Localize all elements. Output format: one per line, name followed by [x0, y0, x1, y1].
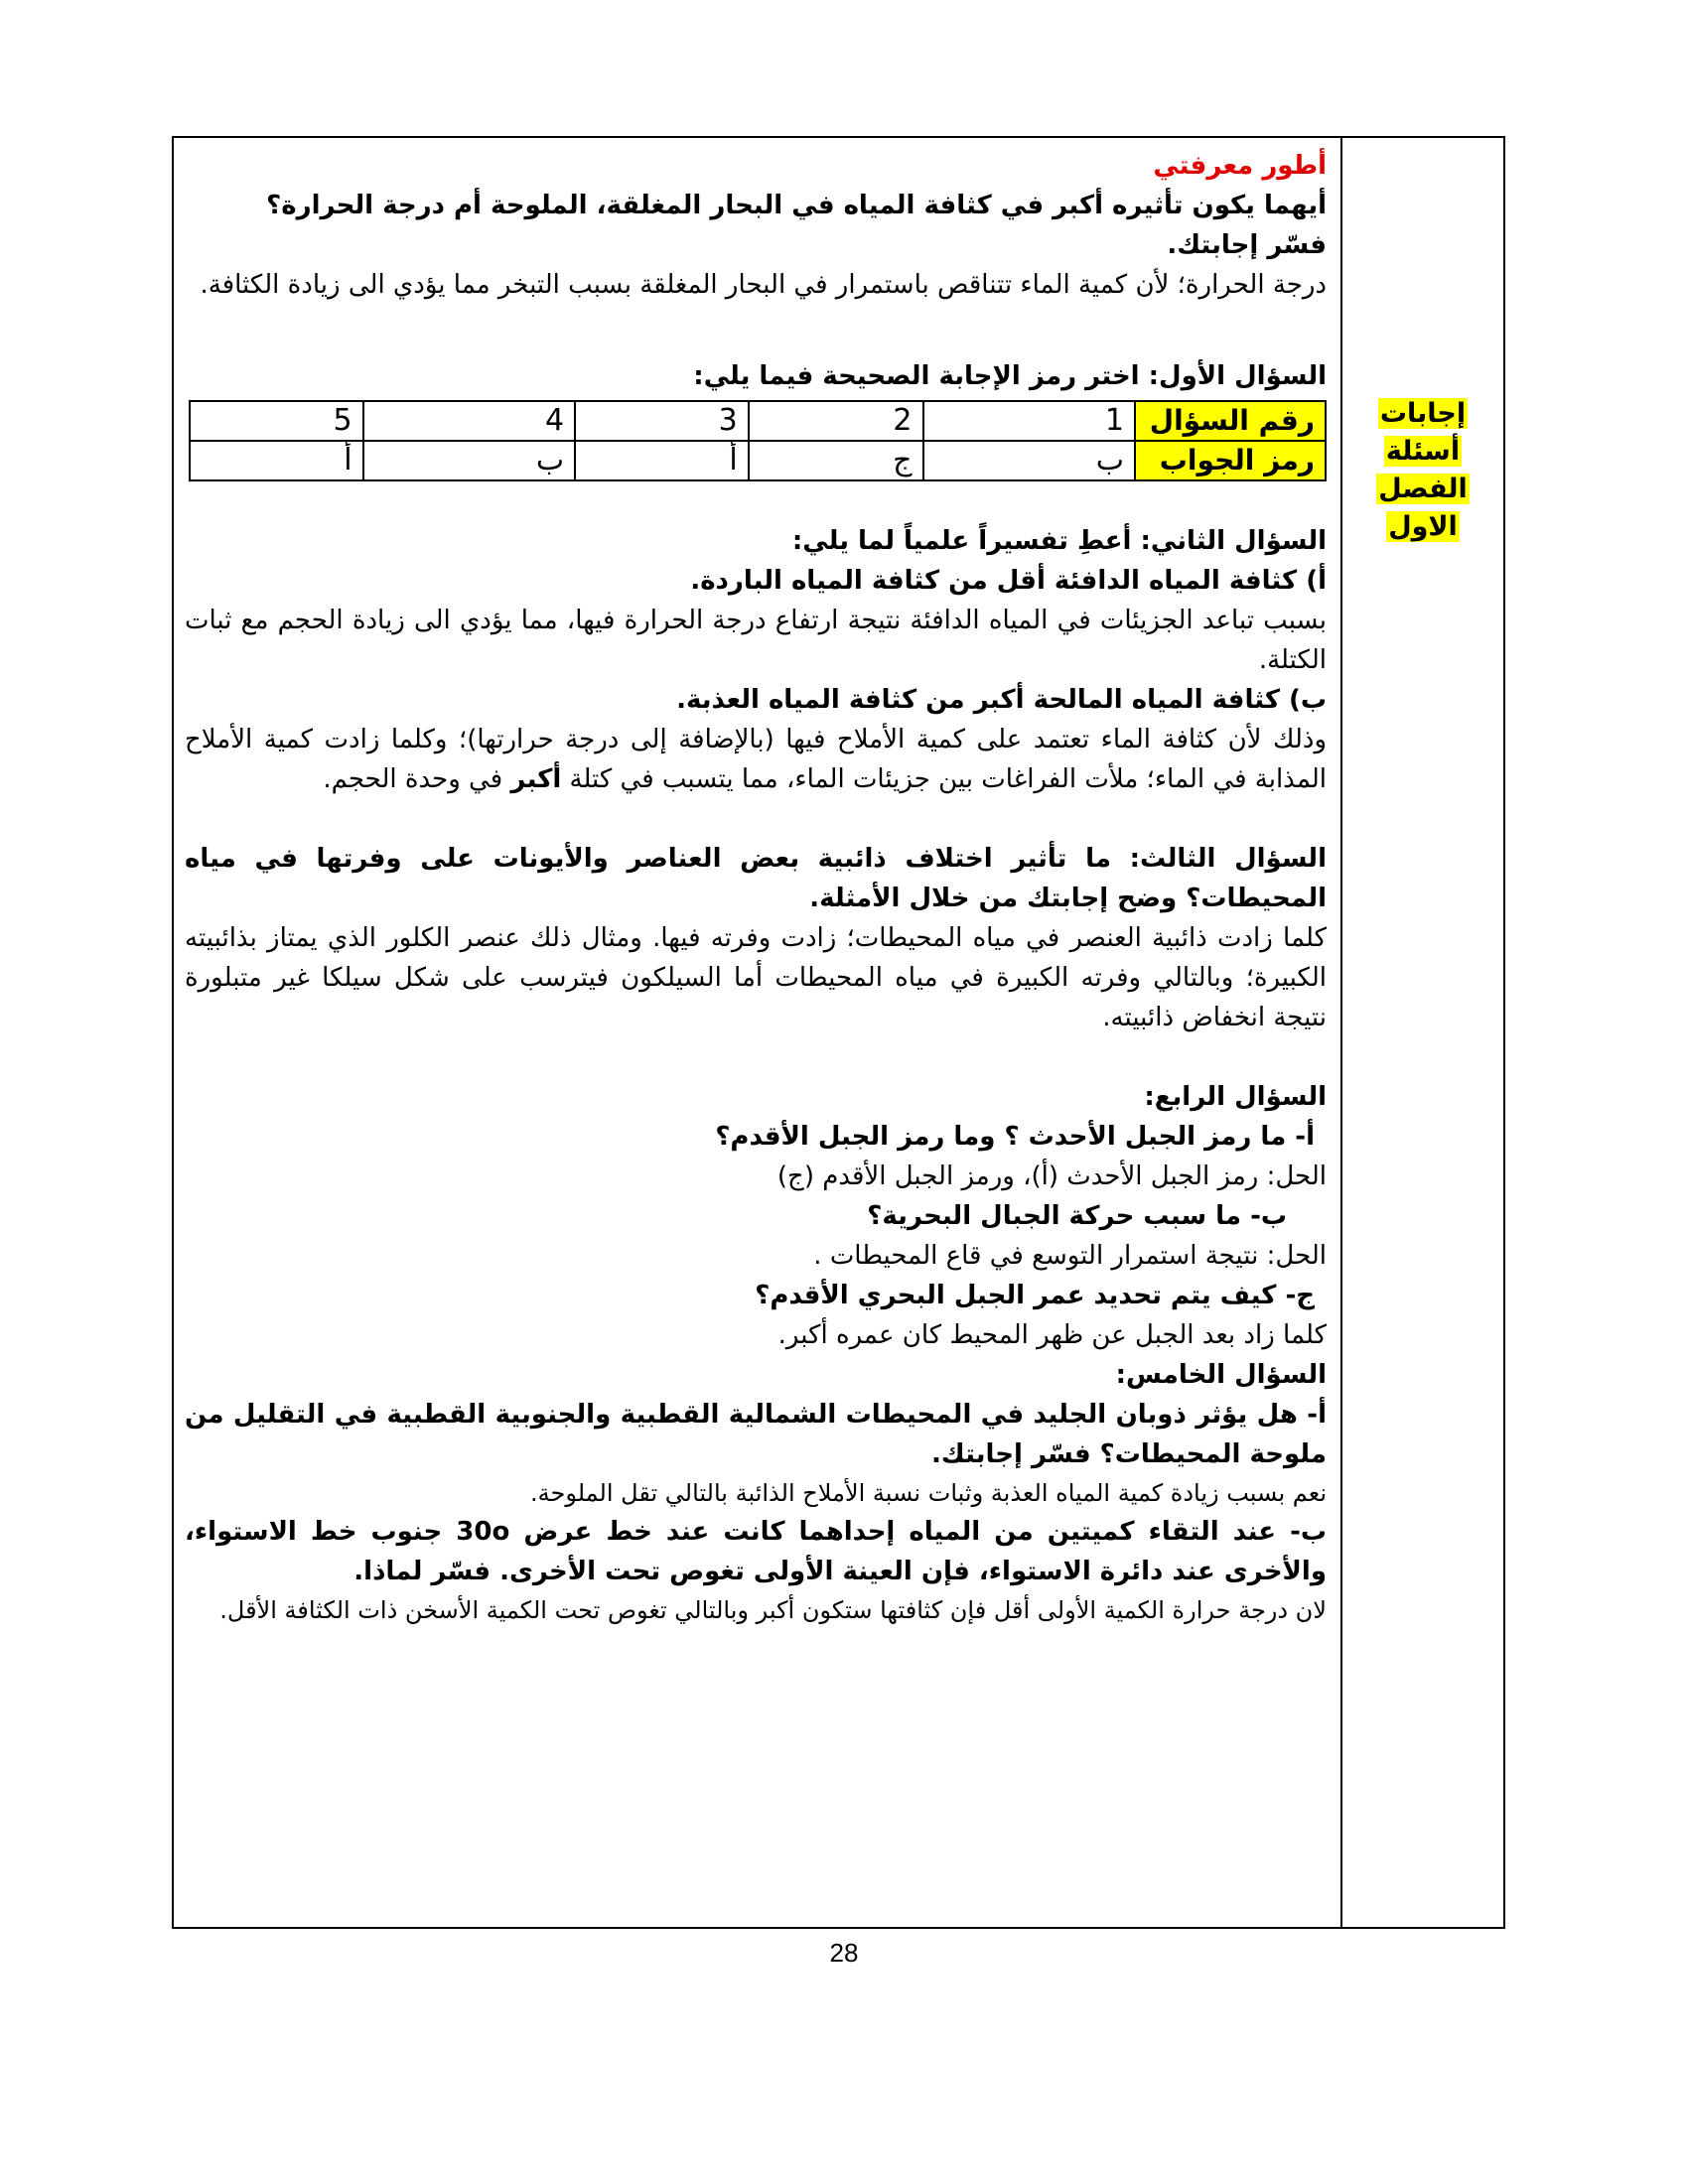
table-row: [190, 441, 1326, 480]
q2-b-answer: [185, 720, 1327, 799]
table-cell: 2: [749, 401, 923, 441]
q3-answer: كلما زادت ذائبية العنصر في مياه المحيطات؛ زادت وفرته فيها. ومثال ذلك عنصر الكلور الذي يمتاز بذائبيته الكبيرة؛ وبالتالي وفرته الكبيرة في مياه المحيطات أما السيلكون فيترسب على شكل سيلكا غير متبلورة نتيجة انخفاض ذائبيته.: [185, 923, 1327, 1032]
q0-question: أيهما يكون تأثيره أكبر في كثافة المياه في البحار المغلقة، الملوحة أم درجة الحرارة؟: [266, 191, 1327, 220]
section-heading: أطور معرفتي: [1153, 151, 1327, 181]
q4-title: السؤال الرابع:: [1144, 1082, 1327, 1112]
table-cell: ج: [749, 441, 923, 480]
q4-b-answer: الحل: نتيجة استمرار التوسع في قاع المحيطات .: [813, 1241, 1327, 1271]
q4-b-question: ب- ما سبب حركة الجبال البحرية؟: [867, 1201, 1287, 1231]
q5-a-answer: نعم بسبب زيادة كمية المياه العذبة وثبات نسبة الأملاح الذائبة بالتالي تقل الملوحة.: [530, 1479, 1327, 1507]
q2-b-title: ب) كثافة المياه المالحة أكبر من كثافة المياه العذبة.: [676, 685, 1327, 715]
side-label-line: الاول: [1388, 511, 1458, 542]
answer-text: في وحدة الحجم.: [323, 764, 511, 794]
table-header-cell: رمز الجواب: [1135, 441, 1326, 480]
q2-a-answer: بسبب تباعد الجزيئات في المياه الدافئة نتيجة ارتفاع درجة الحرارة فيها، مما يؤدي الى زيادة الحجم مع ثبات الكتلة.: [185, 606, 1327, 675]
q5-b-question: ب- عند التقاء كميتين من المياه إحداهما كانت عند خط عرض 30o جنوب خط الاستواء، والأخرى عند دائرة الاستواء، فإن العينة الأولى تغوص تحت الأخرى. فسّر لماذا.: [185, 1517, 1327, 1586]
q5-a-question: أ- هل يؤثر ذوبان الجليد في المحيطات الشمالية القطبية والجنوبية القطبية في التقليل من ملوحة المحيطات؟ فسّر إجابتك.: [185, 1400, 1327, 1469]
q4-c-question: ج- كيف يتم تحديد عمر الجبل البحري الأقدم؟: [755, 1281, 1315, 1310]
answer-text: وذلك لأن كثافة الماء تعتمد على كمية الأملاح فيها (بالإضافة إلى درجة حرارتها)؛ وكلما زادت كمية الأملاح المذابة في الماء؛ ملأت الفراغات بين جزيئات الماء، مما يتسبب في كتلة: [185, 725, 1327, 794]
table-cell: 4: [363, 401, 576, 441]
table-header-cell: رقم السؤال: [1135, 401, 1326, 441]
q1-answer-table: [189, 400, 1327, 481]
table-cell: 1: [923, 401, 1136, 441]
q4-a-answer: الحل: رمز الجبل الأحدث (أ)، ورمز الجبل الأقدم (ج): [776, 1161, 1327, 1191]
q0-explain: فسّر إجابتك.: [1167, 230, 1327, 260]
table-cell: 3: [575, 401, 749, 441]
table-cell: 5: [190, 401, 363, 441]
answer-bold-word: أكبر: [510, 764, 562, 794]
answers-content: [185, 146, 1327, 1629]
q4-c-answer: كلما زاد بعد الجبل عن ظهر المحيط كان عمره أكبر.: [777, 1320, 1327, 1350]
table-cell: ب: [923, 441, 1136, 480]
table-cell: ب: [363, 441, 576, 480]
chapter-side-label: [1346, 395, 1499, 546]
q3-title: السؤال الثالث: ما تأثير اختلاف ذائبية بعض العناصر والأيونات على وفرتها في مياه المحيطات؟ وضح إجابتك من خلال الأمثلة.: [185, 844, 1327, 913]
column-divider: [1340, 136, 1342, 1929]
q4-a-question: أ- ما رمز الجبل الأحدث ؟ وما رمز الجبل الأقدم؟: [715, 1122, 1315, 1152]
page-number: 28: [829, 1938, 859, 1968]
q2-a-title: أ) كثافة المياه الدافئة أقل من كثافة المياه الباردة.: [690, 566, 1327, 596]
q5-title: السؤال الخامس:: [1115, 1360, 1327, 1390]
q2-title: السؤال الثاني: أعطِ تفسيراً علمياً لما يلي:: [791, 526, 1327, 556]
table-cell: أ: [190, 441, 363, 480]
side-label-line: الفصل: [1378, 474, 1468, 504]
q0-answer: درجة الحرارة؛ لأن كمية الماء تتناقص باستمرار في البحار المغلقة بسبب التبخر مما يؤدي الى زيادة الكثافة.: [200, 270, 1327, 300]
table-row: [190, 401, 1326, 441]
q5-b-answer: لان درجة حرارة الكمية الأولى أقل فإن كثافتها ستكون أكبر وبالتالي تغوص تحت الكمية الأسخن ذات الكثافة الأقل.: [219, 1596, 1327, 1624]
side-label-line: أسئلة: [1385, 436, 1461, 467]
q1-title: السؤال الأول: اختر رمز الإجابة الصحيحة فيما يلي:: [693, 361, 1327, 391]
table-cell: أ: [575, 441, 749, 480]
side-label-line: إجابات: [1379, 398, 1467, 429]
